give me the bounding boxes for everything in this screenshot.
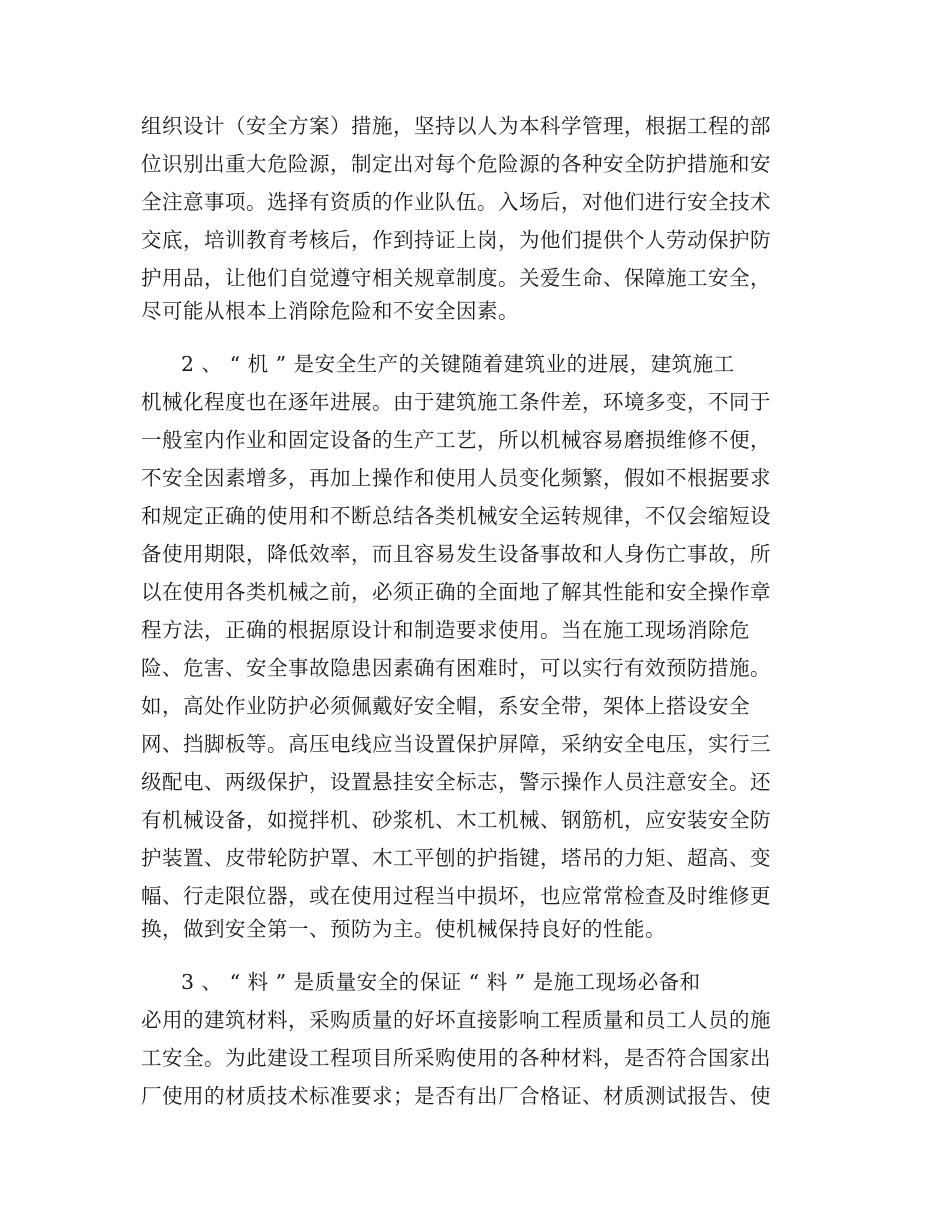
paragraph-2-line-15: 幅、行走限位器，或在使用过程当中损坏，也应常常检查及时维修更 <box>141 884 771 908</box>
paragraph-2-line-12: 级配电、两级保护，设置悬挂安全标志，警示操作人员注意安全。还 <box>141 770 771 794</box>
paragraph-2-line-8: 程方法，正确的根据原设计和制造要求使用。当在施工现场消除危 <box>141 618 750 642</box>
paragraph-3-line-4: 厂使用的材质技术标准要求；是否有出厂合格证、材质测试报告、使 <box>141 1084 771 1108</box>
paragraph-3-line-3: 工安全。为此建设工程项目所采购使用的各种材料，是否符合国家出 <box>141 1046 771 1070</box>
paragraph-2-line-16: 换，做到安全第一、预防为主。使机械保持良好的性能。 <box>141 917 666 941</box>
paragraph-1-line-6: 尽可能从根本上消除危险和不安全因素。 <box>141 299 519 323</box>
paragraph-2-line-2: 机械化程度也在逐年进展。由于建筑施工条件差，环境多变，不同于 <box>141 390 771 414</box>
paragraph-2-line-6: 备使用期限，降低效率，而且容易发生设备事故和人身伤亡事故，所 <box>141 542 771 566</box>
paragraph-3-line-2: 必用的建筑材料，采购质量的好坏直接影响工程质量和员工人员的施 <box>141 1008 771 1032</box>
paragraph-2-line-11: 网、挡脚板等。高压电线应当设置保护屏障，采纳安全电压，实行三 <box>141 732 771 756</box>
paragraph-1-line-1: 组织设计（安全方案）措施，坚持以人为本科学管理，根据工程的部 <box>141 114 771 138</box>
paragraph-1-line-5: 护用品，让他们自觉遵守相关规章制度。关爱生命、保障施工安全， <box>141 266 771 290</box>
paragraph-1-line-2: 位识别出重大危险源，制定出对每个危险源的各种安全防护措施和安 <box>141 152 771 176</box>
paragraph-2-line-9: 险、危害、安全事故隐患因素确有困难时，可以实行有效预防措施。 <box>141 656 771 680</box>
paragraph-2-line-10: 如，高处作业防护必须佩戴好安全帽，系安全带，架体上搭设安全 <box>141 694 750 718</box>
paragraph-2-line-13: 有机械设备，如搅拌机、砂浆机、木工机械、钢筋机，应安装安全防 <box>141 808 771 832</box>
paragraph-1-line-3: 全注意事项。选择有资质的作业队伍。入场后，对他们进行安全技术 <box>141 190 771 214</box>
paragraph-2-line-3: 一般室内作业和固定设备的生产工艺，所以机械容易磨损维修不便， <box>141 428 771 452</box>
paragraph-2-line-14: 护装置、皮带轮防护罩、木工平刨的护指键，塔吊的力矩、超高、变 <box>141 846 771 870</box>
paragraph-2-line-7: 以在使用各类机械之前，必须正确的全面地了解其性能和安全操作章 <box>141 580 771 604</box>
paragraph-1-line-4: 交底，培训教育考核后，作到持证上岗，为他们提供个人劳动保护防 <box>141 228 771 252</box>
paragraph-2-line-1: 2 、 “ 机 ” 是安全生产的关键随着建筑业的进展，建筑施工 <box>181 352 735 376</box>
paragraph-3-line-1: 3 、 “ 料 ” 是质量安全的保证 “ 料 ” 是施工现场必备和 <box>181 970 701 994</box>
paragraph-2-line-4: 不安全因素增多，再加上操作和使用人员变化频繁，假如不根据要求 <box>141 466 771 490</box>
paragraph-2-line-5: 和规定正确的使用和不断总结各类机械安全运转规律，不仅会缩短设 <box>141 504 771 528</box>
